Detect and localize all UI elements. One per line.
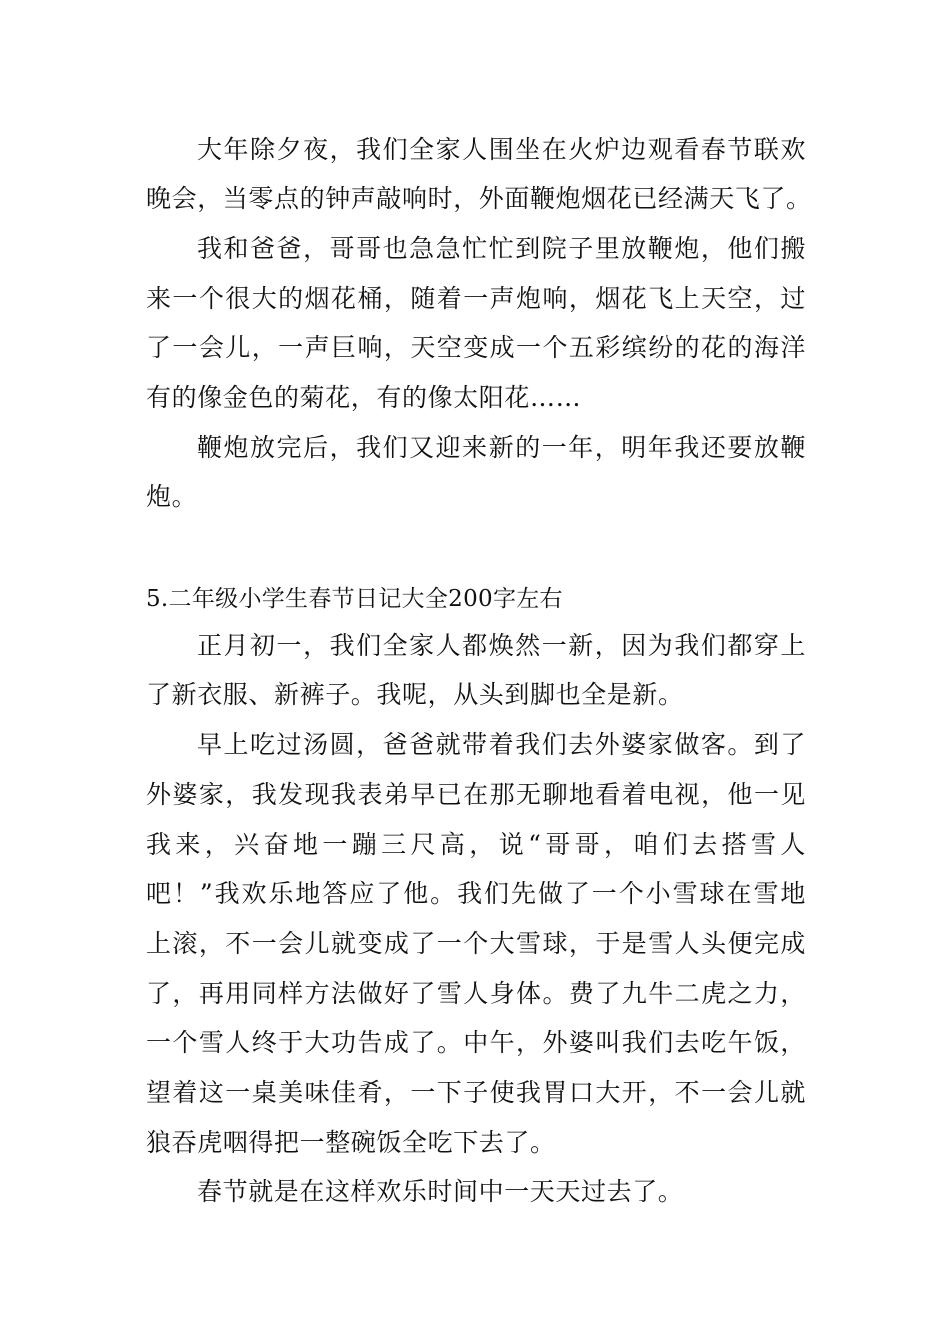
paragraph-line: 上滚，不一会儿就变成了一个大雪球，于是雪人头便完成: [146, 929, 806, 958]
paragraph-line: 一个雪人终于大功告成了。中午，外婆叫我们去吃午饭，: [146, 1028, 806, 1057]
paragraph-line: 了新衣服、新裤子。我呢，从头到脚也全是新。: [146, 680, 684, 709]
paragraph-line: 外婆家，我发现我表弟早已在那无聊地看着电视，他一见: [146, 780, 806, 809]
paragraph-line: 早上吃过汤圆，爸爸就带着我们去外婆家做客。到了: [197, 730, 806, 759]
paragraph-line: 大年除夕夜，我们全家人围坐在火炉边观看春节联欢: [197, 135, 806, 164]
paragraph-line: 来一个很大的烟花桶，随着一声炮响，烟花飞上天空，过: [146, 284, 806, 313]
paragraph-line: 有的像金色的菊花，有的像太阳花……: [146, 383, 582, 412]
paragraph-line: 晚会，当零点的钟声敲响时，外面鞭炮烟花已经满天飞了。: [146, 184, 812, 213]
paragraph-line: 春节就是在这样欢乐时间中一天天过去了。: [197, 1177, 684, 1206]
paragraph-line: 正月初一，我们全家人都焕然一新，因为我们都穿上: [197, 631, 806, 660]
paragraph-line: 了，再用同样方法做好了雪人身体。费了九牛二虎之力，: [146, 979, 806, 1008]
section-heading: 5.二年级小学生春节日记大全200字左右: [146, 586, 563, 612]
paragraph-line: 吧！”我欢乐地答应了他。我们先做了一个小雪球在雪地: [146, 879, 806, 908]
paragraph-line: 鞭炮放完后，我们又迎来新的一年，明年我还要放鞭: [197, 433, 806, 462]
paragraph-line: 我来，兴奋地一蹦三尺高，说“哥哥，咱们去搭雪人: [146, 830, 806, 859]
paragraph-line: 望着这一桌美味佳肴，一下子使我胃口大开，不一会儿就: [146, 1078, 806, 1107]
paragraph-line: 我和爸爸，哥哥也急急忙忙到院子里放鞭炮，他们搬: [197, 234, 806, 263]
paragraph-line: 炮。: [146, 482, 198, 511]
paragraph-line: 狼吞虎咽得把一整碗饭全吃下去了。: [146, 1128, 556, 1157]
paragraph-line: 了一会儿，一声巨响，天空变成一个五彩缤纷的花的海洋: [146, 333, 806, 362]
